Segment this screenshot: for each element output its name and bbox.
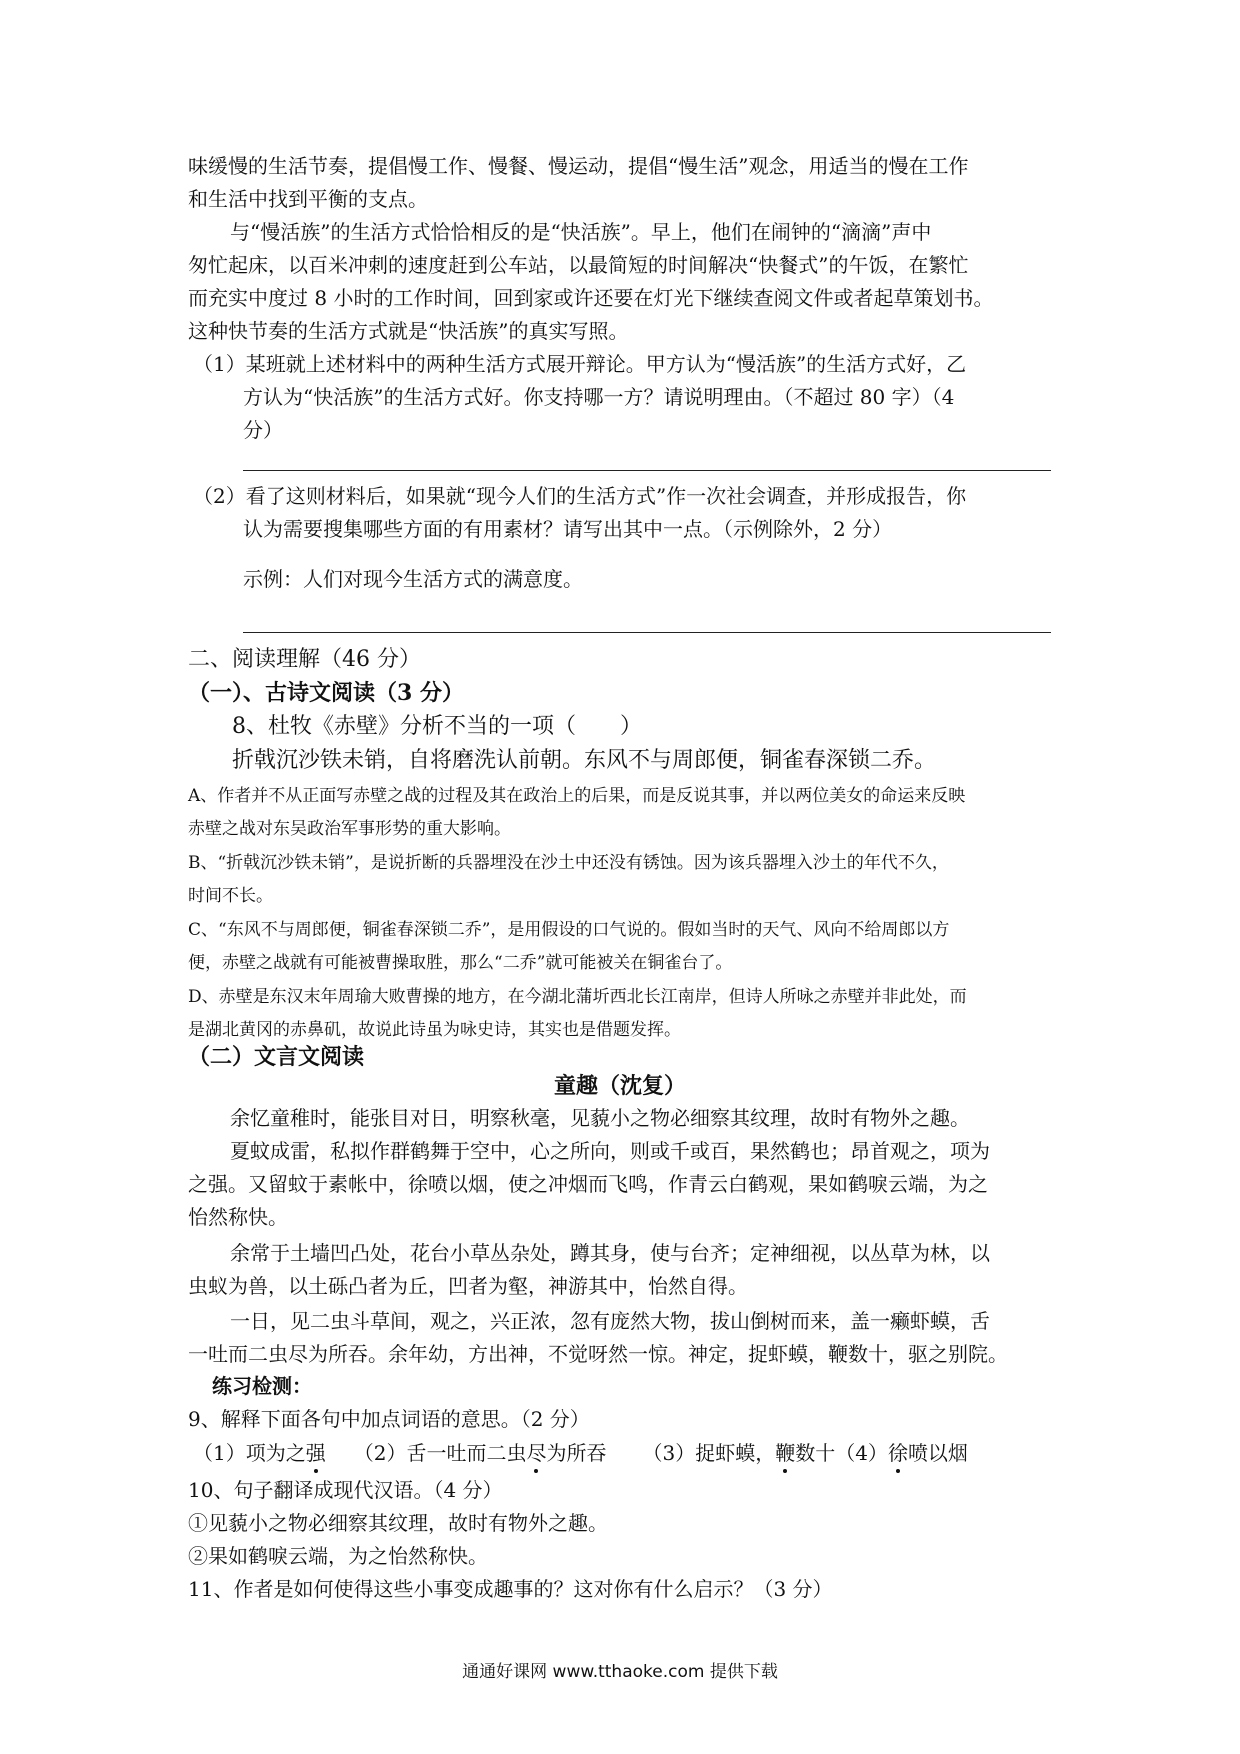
question-10: 10、句子翻译成现代汉语。（4 分） — [188, 1478, 503, 1502]
dotted-word: 鞭 — [775, 1441, 796, 1465]
page-footer: 通通好课网 www.tthaoke.com 提供下载 — [462, 1662, 778, 1682]
dotted-word: 强 — [305, 1441, 326, 1465]
example-text: 示例：人们对现今生活方式的满意度。 — [243, 567, 583, 591]
item-text: （1）项为之 — [193, 1441, 306, 1465]
item-text: 数十 — [795, 1441, 836, 1465]
question-2-line: （2）看了这则材料后，如果就“现今人们的生活方式”作一次社会调查，并形成报告，你 — [193, 484, 967, 508]
option-d-line: 是湖北黄冈的赤鼻矶，故说此诗虽为咏史诗，其实也是借题发挥。 — [188, 1020, 681, 1040]
question-10-item: ①见藐小之物必细察其纹理，故时有物外之趣。 — [188, 1511, 608, 1535]
subsection-title: （二）文言文阅读 — [188, 1044, 365, 1070]
question-1-line: （1）某班就上述材料中的两种生活方式展开辩论。甲方认为“慢活族”的生活方式好，乙 — [193, 352, 967, 376]
paragraph-line: 味缓慢的生活节奏，提倡慢工作、慢餐、慢运动，提倡“慢生活”观念，用适当的慢在工作 — [188, 154, 969, 178]
option-a-line: 赤壁之战对东吴政治军事形势的重大影响。 — [188, 819, 511, 839]
answer-line[interactable] — [243, 470, 1051, 471]
question-2-line: 认为需要搜集哪些方面的有用素材？请写出其中一点。（示例除外，2 分） — [243, 517, 893, 541]
passage-title: 童趣（沈复） — [553, 1073, 686, 1099]
subsection-title: （一）、古诗文阅读（3 分） — [188, 680, 464, 706]
passage-line: 夏蚊成雷，私拟作群鹤舞于空中，心之所向，则或千或百，果然鹤也；昂首观之，项为 — [230, 1139, 990, 1163]
item-text: 喷以烟 — [907, 1441, 968, 1465]
paragraph-line: 匆忙起床，以百米冲刺的速度赶到公车站，以最简短的时间解决“快餐式”的午饭，在繁忙 — [188, 253, 969, 277]
passage-line: 余常于土墙凹凸处，花台小草丛杂处，蹲其身，使与台齐；定神细视，以丛草为林，以 — [230, 1241, 990, 1265]
question-9-items — [193, 1439, 968, 1467]
passage-line: 之强。又留蚊于素帐中，徐喷以烟，使之冲烟而飞鸣，作青云白鹤观，果如鹤唳云端，为之 — [188, 1172, 988, 1196]
paragraph-line: 和生活中找到平衡的支点。 — [188, 187, 428, 211]
question-8: 8、杜牧《赤壁》分析不当的一项（ ） — [232, 714, 642, 739]
question-1-line: 分） — [243, 418, 283, 442]
item-text: （3）捉虾蟆， — [642, 1441, 776, 1465]
option-d-line: D、赤壁是东汉末年周瑜大败曹操的地方，在今湖北蒲圻西北长江南岸，但诗人所咏之赤壁并非此处，而 — [188, 987, 967, 1007]
passage-line: 虫蚁为兽，以土砾凸者为丘，凹者为壑，神游其中，怡然自得。 — [188, 1274, 748, 1298]
item-text: （2）舌一吐而二虫 — [353, 1441, 527, 1465]
question-11: 11、作者是如何使得这些小事变成趣事的？这对你有什么启示？（3 分） — [188, 1577, 833, 1601]
question-10-item: ②果如鹤唳云端，为之怡然称快。 — [188, 1544, 488, 1568]
option-b-line: B、“折戟沉沙铁未销”，是说折断的兵器埋没在沙土中还没有锈蚀。因为该兵器埋入沙土的年代不久， — [188, 853, 949, 873]
item-text: 为所吞 — [546, 1441, 607, 1465]
passage-line: 一吐而二虫尽为所吞。余年幼，方出神，不觉呀然一惊。神定，捉虾蟆，鞭数十，驱之别院。 — [188, 1342, 1008, 1366]
option-a-line: A、作者并不从正面写赤壁之战的过程及其在政治上的后果，而是反说其事，并以两位美女的命运来反映 — [188, 786, 966, 806]
paragraph-line: 这种快节奏的生活方式就是“快活族”的真实写照。 — [188, 319, 629, 343]
exercise-title: 练习检测： — [212, 1374, 312, 1398]
section-title: 二、阅读理解（46 分） — [188, 647, 421, 672]
poem-text: 折戟沉沙铁未销，自将磨洗认前朝。东风不与周郎便，铜雀春深锁二乔。 — [232, 748, 937, 773]
passage-line: 一日，见二虫斗草间，观之，兴正浓，忽有庞然大物，拔山倒树而来，盖一癞虾蟆，舌 — [230, 1309, 990, 1333]
question-1-line: 方认为“快活族”的生活方式好。你支持哪一方？请说明理由。（不超过 80 字）（4 — [243, 385, 955, 409]
item-text: （4） — [835, 1441, 888, 1465]
dotted-word: 徐 — [887, 1441, 908, 1465]
question-9: 9、解释下面各句中加点词语的意思。（2 分） — [188, 1407, 590, 1431]
dotted-word: 尽 — [526, 1441, 547, 1465]
option-b-line: 时间不长。 — [188, 886, 273, 906]
paragraph-line: 而充实中度过 8 小时的工作时间，回到家或许还要在灯光下继续查阅文件或者起草策划书。 — [188, 286, 994, 310]
option-c-line: C、“东风不与周郎便，铜雀春深锁二乔”，是用假设的口气说的。假如当时的天气、风向不给周郎以方 — [188, 920, 950, 940]
passage-line: 余忆童稚时，能张目对日，明察秋毫，见藐小之物必细察其纹理，故时有物外之趣。 — [230, 1106, 970, 1130]
paragraph-line: 与“慢活族”的生活方式恰恰相反的是“快活族”。早上，他们在闹钟的“滴滴”声中 — [230, 220, 932, 244]
passage-line: 怡然称快。 — [188, 1205, 288, 1229]
answer-line[interactable] — [243, 632, 1051, 633]
option-c-line: 便，赤壁之战就有可能被曹操取胜，那么“二乔”就可能被关在铜雀台了。 — [188, 953, 733, 973]
